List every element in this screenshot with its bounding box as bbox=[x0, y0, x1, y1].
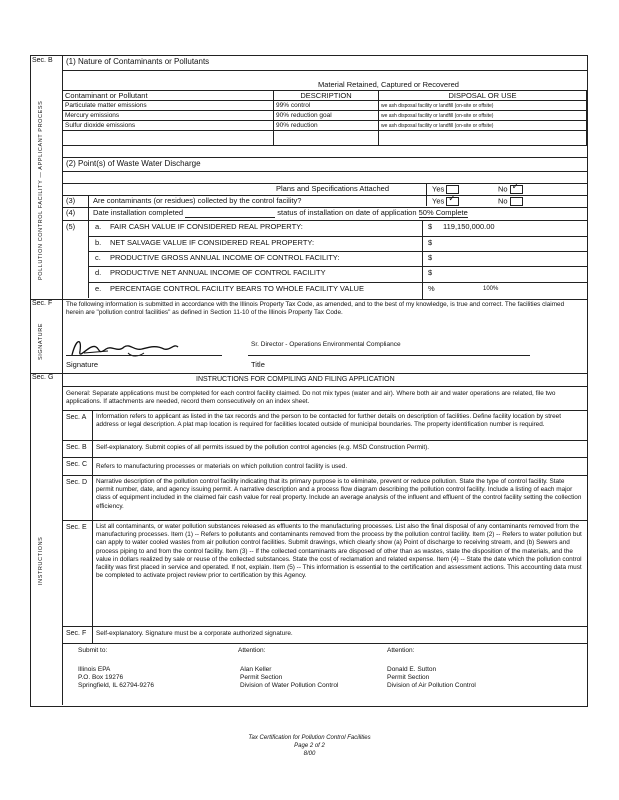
sec-f-label: Sec. F bbox=[32, 300, 53, 307]
item-letter: e. bbox=[95, 284, 102, 293]
disposal-cell: we ash disposal facility or landfill (on-site or offsite) bbox=[379, 111, 587, 121]
item-unit: $ bbox=[428, 253, 433, 262]
q4-status-field[interactable]: 50% Complete bbox=[418, 208, 468, 217]
item-unit: % bbox=[428, 284, 435, 293]
plans-yes-label: Yes bbox=[432, 184, 445, 194]
footer-page: Page 2 of 2 bbox=[294, 742, 325, 749]
attention1-line: Division of Water Pollution Control bbox=[240, 682, 339, 689]
q4-number: (4) bbox=[66, 208, 76, 217]
plans-no-label: No bbox=[498, 184, 508, 194]
waste-water-line-top bbox=[62, 157, 587, 158]
attention2-line: Donald E. Sutton bbox=[387, 666, 437, 673]
item-line bbox=[88, 236, 587, 237]
general-text: General: Separate applications must be completed for each control facility claimed. Do not mix types (water and air). Where both air and water operations are related, file two applications. If attachments are needed, record them consecutively on an index sheet. bbox=[66, 390, 556, 406]
footer-title: Tax Certification for Pollution Control Facilities bbox=[248, 735, 371, 741]
instruction-label: Sec. E bbox=[66, 524, 87, 531]
instruction-label: Sec. A bbox=[66, 414, 87, 421]
left-column-divider bbox=[62, 55, 63, 705]
plans-label: Plans and Specifications Attached bbox=[276, 184, 389, 193]
q4-label-completed: Date installation completed bbox=[93, 208, 184, 217]
sec-f-divider bbox=[30, 299, 587, 300]
attention1-line: Alan Keller bbox=[240, 666, 272, 673]
q3-text: Are contaminants (or residues) collected by the control facility? bbox=[93, 196, 302, 205]
item-letter: d. bbox=[95, 268, 102, 277]
q5-number: (5) bbox=[66, 222, 76, 231]
submit-address-line: P.O. Box 19276 bbox=[78, 674, 124, 681]
contaminant-cell: Mercury emissions bbox=[63, 111, 274, 121]
sec-b-header-line bbox=[62, 70, 587, 71]
sec-b-instr-line bbox=[62, 440, 587, 441]
checkmark-icon: ✓ bbox=[511, 181, 520, 191]
sec-b-label: Sec. B bbox=[32, 57, 53, 64]
signature-icon bbox=[68, 333, 188, 363]
item-text: NET SALVAGE VALUE IF CONSIDERED REAL PROPERTY: bbox=[110, 238, 315, 247]
description-cell: 90% reduction goal bbox=[274, 111, 379, 121]
sec-d-instr-line bbox=[62, 475, 587, 476]
item-unit: $ bbox=[428, 268, 433, 277]
sec-g-side-title: INSTRUCTIONS bbox=[38, 536, 44, 585]
instruction-label-divider bbox=[92, 410, 93, 643]
sec-c-instr-line bbox=[62, 457, 587, 458]
sec-g-label: Sec. G bbox=[32, 374, 54, 381]
attention2-line: Division of Air Pollution Control bbox=[387, 682, 476, 689]
item-unit: $ bbox=[428, 238, 433, 247]
instruction-label: Sec. C bbox=[66, 461, 88, 468]
sec-f-text: The following information is submitted in accordance with the Illinois Property Tax Code, as amended, and to the best of my knowledge, is true and correct. The facilities claimed herein are "pollution control facilities" as defined in Section 11-10 of the Illinois Property Tax Code. bbox=[66, 301, 565, 317]
instruction-text: Self-explanatory. Submit copies of all permits issued by the pollution control agencies (e.g. MSD Construction Permit). bbox=[96, 444, 430, 451]
title-label: Title bbox=[251, 360, 265, 369]
q3-yes-checkbox[interactable] bbox=[446, 193, 459, 206]
q3-yes[interactable] bbox=[432, 193, 459, 206]
sec-b-side-title: POLLUTION CONTROL FACILITY — APPLICANT PROCESS bbox=[38, 100, 44, 280]
table-row bbox=[63, 111, 587, 121]
col-contaminant: Contaminant or Pollutant bbox=[63, 91, 274, 101]
title-value: Sr. Director - Operations Environmental Compliance bbox=[251, 341, 401, 348]
sec-g-divider bbox=[30, 373, 587, 374]
contaminant-cell: Particulate matter emissions bbox=[63, 101, 274, 111]
heading-line bbox=[62, 386, 587, 387]
contaminants-table-header bbox=[63, 91, 587, 101]
q3-yes-label: Yes bbox=[432, 196, 445, 206]
item-unit: $ bbox=[428, 222, 433, 231]
item-line bbox=[88, 282, 587, 283]
item-text: FAIR CASH VALUE IF CONSIDERED REAL PROPERTY: bbox=[110, 222, 303, 231]
value-divider bbox=[422, 220, 423, 299]
description-cell: 90% reduction bbox=[274, 121, 379, 131]
sec-f-instr-line bbox=[62, 626, 587, 627]
footer bbox=[0, 735, 619, 758]
sec-a-line bbox=[62, 410, 587, 411]
disposal-cell: we ash disposal facility or landfill (on-site or offsite) bbox=[379, 101, 587, 111]
item-text: PRODUCTIVE GROSS ANNUAL INCOME OF CONTROL FACILITY: bbox=[110, 253, 340, 262]
col-description: DESCRIPTION bbox=[274, 91, 379, 101]
waste-water-label: (2) Point(s) of Waste Water Discharge bbox=[66, 159, 201, 168]
attention-label: Attention: bbox=[238, 647, 266, 654]
item-line bbox=[88, 251, 587, 252]
submit-line bbox=[62, 643, 587, 644]
signature-line bbox=[66, 355, 222, 356]
q4-row bbox=[93, 209, 468, 218]
contaminants-table bbox=[62, 90, 587, 146]
sec-b-header: (1) Nature of Contaminants or Pollutants bbox=[66, 57, 210, 66]
q4-date-field[interactable] bbox=[185, 209, 275, 218]
instruction-text: Information refers to applicant as listed in the tax records and the person to be contacted for further details on description of facilities. Define facility location by street address or legal description. A plat map location is required for facilities located outside of municipal boundaries. The property identification number is required. bbox=[96, 413, 561, 429]
item-text: PERCENTAGE CONTROL FACILITY BEARS TO WHOLE FACILITY VALUE bbox=[110, 284, 364, 293]
submit-label: Submit to: bbox=[78, 647, 108, 654]
item-value[interactable]: 100% bbox=[483, 286, 499, 292]
footer-date: 8/00 bbox=[303, 750, 316, 757]
table-row bbox=[63, 131, 587, 146]
attention2-line: Permit Section bbox=[387, 674, 430, 681]
table-row bbox=[63, 121, 587, 131]
q3-number: (3) bbox=[66, 196, 76, 205]
attention1-line: Permit Section bbox=[240, 674, 283, 681]
attention-label: Attention: bbox=[387, 647, 415, 654]
contaminant-cell: Sulfur dioxide emissions bbox=[63, 121, 274, 131]
plans-no-checkbox[interactable] bbox=[510, 181, 523, 194]
materials-header: Material Retained, Captured or Recovered bbox=[318, 80, 459, 89]
checkmark-icon: ✓ bbox=[448, 193, 456, 203]
instruction-text: Refers to manufacturing processes or materials on which pollution control facility is used. bbox=[96, 463, 348, 470]
instruction-text: List all contaminants, or water pollution substances released as effluents to the manufacturing processes. List also the final disposal of any contaminants removed from the manufacturing processes. Item (1) -- Refers to pollutants and contaminants removed from the process by the pollution control facility. Item (2) -- Refers to water pollution but can apply to water cooled wastes from air pollution control facilities. Submit drawings, which clearly show (a) Point of discharge to receiving stream, and (b) Sewers and process piping to and from the control facility. Item (3) -- If the collected contaminants are disposed of other than as wastes, state the disposition of the materials, and the value in dollars realized by sale or reuse of the collected substances. State the cost of reclamation and related expense. Item (4) -- State the date which the pollution control facility was first placed in service and operated. If not, explain. Item (5) -- This information is essential to the certification and assessment actions. This accounting data must be completed to activate project review prior to certification by this Agency. bbox=[96, 523, 582, 580]
waste-water-line-bottom bbox=[62, 171, 587, 172]
instruction-label: Sec. D bbox=[66, 479, 88, 486]
item-letter: a. bbox=[95, 222, 102, 231]
disposal-cell: we ash disposal facility or landfill (on-site or offsite) bbox=[379, 121, 587, 131]
sec-f-side-title: SIGNATURE bbox=[38, 322, 44, 360]
table-row bbox=[63, 101, 587, 111]
q5-line bbox=[62, 220, 587, 221]
title-line bbox=[248, 355, 530, 356]
item-text: PRODUCTIVE NET ANNUAL INCOME OF CONTROL FACILITY bbox=[110, 268, 326, 277]
item-letter: c. bbox=[95, 253, 101, 262]
signature-label: Signature bbox=[66, 360, 99, 369]
q3-no[interactable] bbox=[498, 197, 523, 206]
item-letter: b. bbox=[95, 238, 102, 247]
instruction-label: Sec. B bbox=[66, 444, 87, 451]
item-value[interactable]: 119,150,000.00 bbox=[443, 222, 495, 231]
plans-no[interactable] bbox=[498, 181, 523, 194]
description-cell: 99% control bbox=[274, 101, 379, 111]
q3-no-label: No bbox=[498, 196, 508, 206]
q4-label-status: status of installation on date of application bbox=[277, 208, 417, 217]
instruction-label: Sec. F bbox=[66, 630, 87, 637]
q3-no-checkbox[interactable] bbox=[510, 197, 523, 206]
instruction-text: Self-explanatory. Signature must be a corporate authorized signature. bbox=[96, 630, 293, 637]
col-disposal: DISPOSAL OR USE bbox=[379, 91, 587, 101]
instruction-text: Narrative description of the pollution control facility indicating that its primary purpose is to eliminate, prevent or reduce pollution. State the type of control facility. State permit number, date, and agency issuing permit. A narrative description and a process flow diagram describing the pollution control facility. Include a listing of each major class of equipment included in the claimed fair cash value for real property. Include an average analysis of the influent and effluent of the control facility setting the collection efficiency. bbox=[96, 478, 582, 510]
submit-address-line: Springfield, IL 62794-9276 bbox=[78, 682, 155, 689]
sec-e-instr-line bbox=[62, 520, 587, 521]
submit-address-line: Illinois EPA bbox=[78, 666, 111, 673]
sec-g-heading: INSTRUCTIONS FOR COMPILING AND FILING APPLICATION bbox=[196, 376, 395, 383]
item-line bbox=[88, 266, 587, 267]
